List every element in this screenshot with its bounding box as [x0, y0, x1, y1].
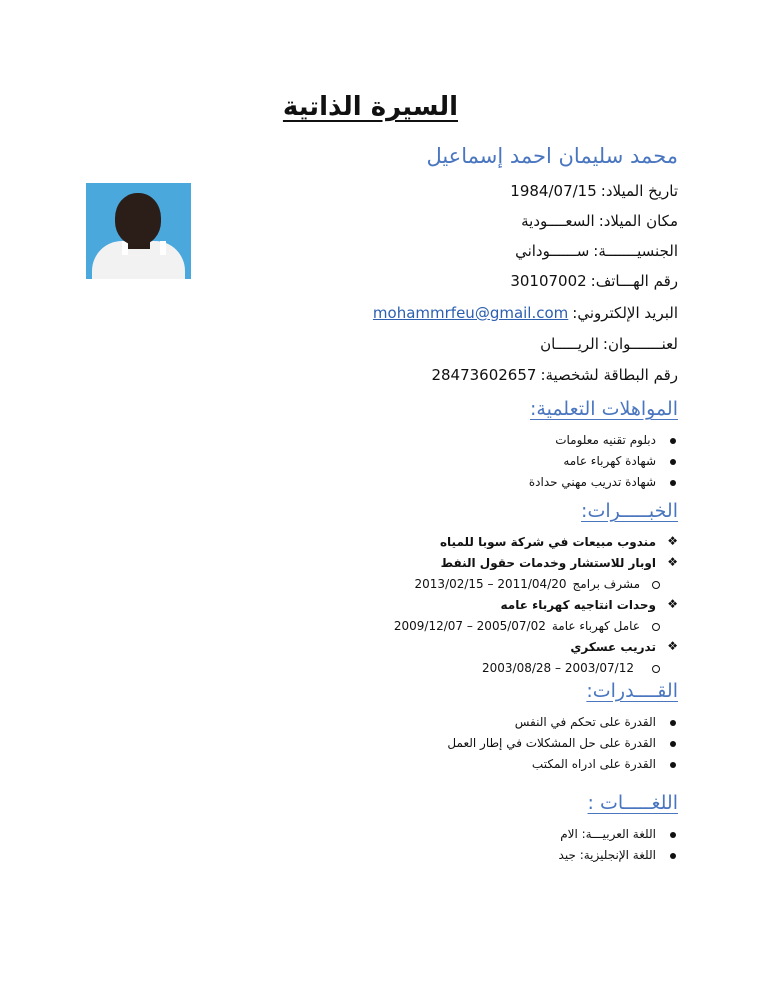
education-heading: المواهلات التعلمية:	[530, 398, 678, 420]
list-item: القدرة على تحكم في النفس	[447, 712, 678, 733]
abilities-list	[447, 712, 678, 775]
list-item: اللغة العربيـــة: الام	[559, 824, 678, 845]
list-item: ❖ مندوب مبيعات في شركة سوبا للمياه	[394, 532, 678, 553]
list-item: عامل كهرباء عامة2005/07/02 – 2009/12/07	[394, 616, 678, 637]
info-birth-place: مكان الميلاد:السعــــودية	[521, 212, 678, 230]
email-link[interactable]: mohammrfeu@gmail.com	[372, 304, 569, 322]
info-nationality: الجنسيـــــــة:ســــــوداني	[515, 242, 678, 260]
list-item: دبلوم تقنيه معلومات	[529, 430, 678, 451]
info-phone: رقم الهـــاتف:30107002	[510, 272, 678, 290]
list-item: القدرة على ادراه المكتب	[447, 754, 678, 775]
info-address: لعنـــــــوان:الريـــــان	[540, 335, 678, 353]
info-id-number: رقم البطاقة لشخصية:28473602657	[431, 366, 678, 384]
list-item: 2003/07/12 – 2003/08/28	[394, 658, 678, 679]
list-item: شهادة كهرباء عامه	[529, 451, 678, 472]
info-birth-date: تاريخ الميلاد:1984/07/15	[510, 182, 678, 200]
list-item: اللغة الإنجليزية: جيد	[559, 845, 678, 866]
person-name: محمد سليمان احمد إسماعيل	[426, 144, 678, 168]
list-item: ❖ تدريب عسكري	[394, 637, 678, 658]
experience-list	[394, 532, 678, 679]
languages-list	[559, 824, 678, 866]
profile-photo	[86, 183, 191, 279]
education-list	[529, 430, 678, 493]
page-title: السيرة الذاتية	[282, 92, 458, 122]
abilities-heading: القــــدرات:	[586, 680, 678, 702]
list-item: ❖ وحدات انتاجيه كهرباء عامه	[394, 595, 678, 616]
list-item: شهادة تدريب مهني حدادة	[529, 472, 678, 493]
list-item: ❖ اوبار للاستشار وخدمات حقول النفط	[394, 553, 678, 574]
experience-heading: الخبـــــرات:	[581, 500, 678, 522]
list-item: القدرة على حل المشكلات في إطار العمل	[447, 733, 678, 754]
info-email: البريد الإلكتروني:mohammrfeu@gmail.com	[372, 304, 678, 322]
languages-heading: اللغـــــات :	[587, 792, 678, 814]
list-item: مشرف برامج2011/04/20 – 2013/02/15	[394, 574, 678, 595]
